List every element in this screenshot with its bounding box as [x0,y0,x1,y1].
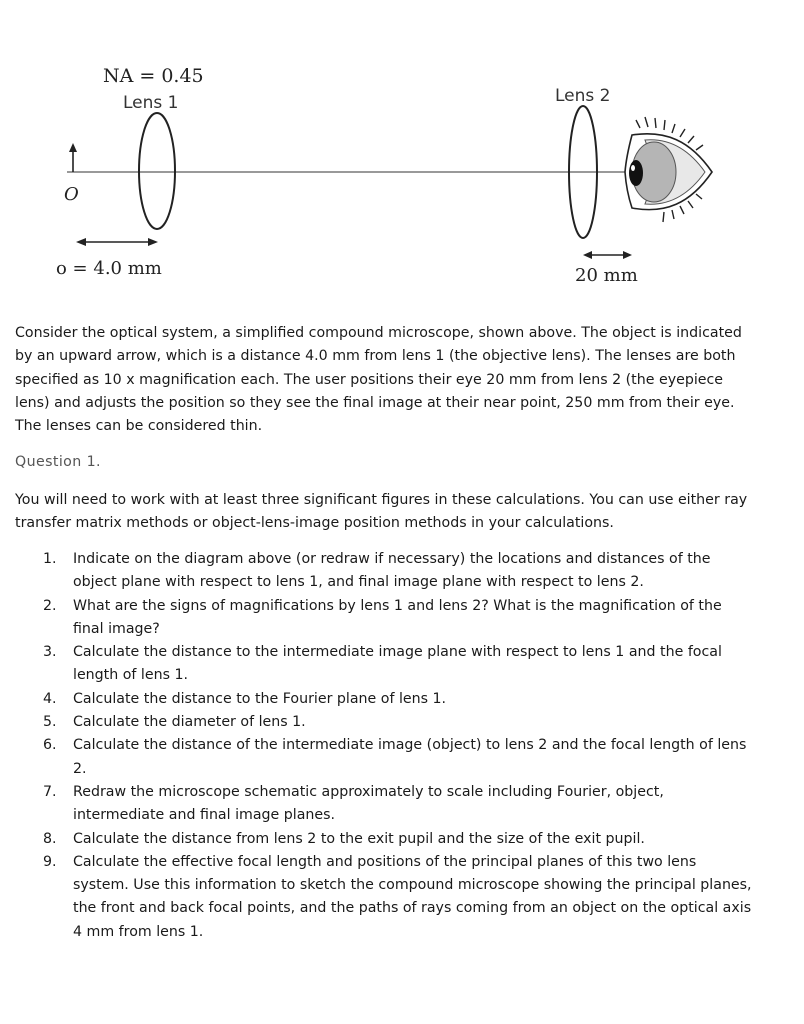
na-label: NA = 0.45 [103,65,204,87]
eye-icon [625,117,712,222]
list-item-number: 3. [43,644,57,661]
list-item-number: 8. [43,830,57,847]
list-item [15,595,755,642]
object-distance-arrow [76,238,158,246]
list-item-text: Calculate the distance from lens 2 to the exit pupil and the size of the exit pupil. [73,830,645,847]
list-item [15,688,755,711]
list-item-number: 5. [43,714,57,731]
lens-1 [139,113,175,229]
microscope-diagram [0,0,804,300]
object-arrow [69,143,77,172]
question-heading: Question 1. [15,454,101,470]
list-item [15,734,755,781]
list-item-number: 2. [43,597,57,614]
eye-distance-label: 20 mm [575,265,638,286]
eye-distance-arrow [583,251,632,259]
list-item-text: Redraw the microscope schematic approximately to scale including Fourier, object, intermediate and final image planes. [73,783,664,824]
list-item [15,781,755,828]
list-item-text: Calculate the distance to the Fourier plane of lens 1. [73,690,447,707]
question-list [15,548,755,944]
object-distance-label: o = 4.0 mm [56,258,162,279]
list-item [15,851,755,944]
list-item-number: 9. [43,853,57,870]
list-item-number: 1. [43,551,57,567]
list-item-text: Calculate the effective focal length and positions of the principal planes of this two lens system. Use this information to sketch the compound microscope showing the principal planes, the front and back focal points, and the paths of rays coming from an object on the optical axis 4 mm from lens 1. [73,853,752,940]
list-item-number: 6. [43,737,57,754]
list-item-text: Indicate on the diagram above (or redraw if necessary) the locations and distances of the object plane with respect to lens 1, and final image plane with respect to lens 2. [73,551,711,591]
list-item-text: Calculate the diameter of lens 1. [73,714,306,731]
list-item-text: Calculate the distance to the intermediate image plane with respect to lens 1 and the focal length of lens 1. [73,644,722,684]
lens-2-label: Lens 2 [555,86,611,106]
list-item-text: Calculate the distance of the intermediate image (object) to lens 2 and the focal length of lens 2. [73,737,747,777]
object-label: O [64,184,79,205]
list-item [15,548,755,595]
list-item-number: 4. [43,690,57,707]
instructions-paragraph: You will need to work with at least three significant figures in these calculations. You can use either ray transfer matrix methods or object-lens-image position methods in your calculations. [15,492,748,532]
list-item [15,641,755,688]
list-item-number: 7. [43,783,57,800]
list-item [15,828,755,851]
list-item [15,711,755,734]
list-item-text: What are the signs of magnifications by lens 1 and lens 2? What is the magnification of the final image? [73,597,722,637]
lens-1-label: Lens 1 [123,93,179,113]
intro-paragraph: Consider the optical system, a simplified compound microscope, shown above. The object is indicated by an upward arrow, which is a distance 4.0 mm from lens 1 (the objective lens). The lenses are both specified as 10 x magnification each. The user positions their eye 20 mm from lens 2 (the eyepiece lens) and adjusts the position so they see the final image at their near point, 250 mm from their eye. The lenses can be considered thin. [15,325,742,435]
